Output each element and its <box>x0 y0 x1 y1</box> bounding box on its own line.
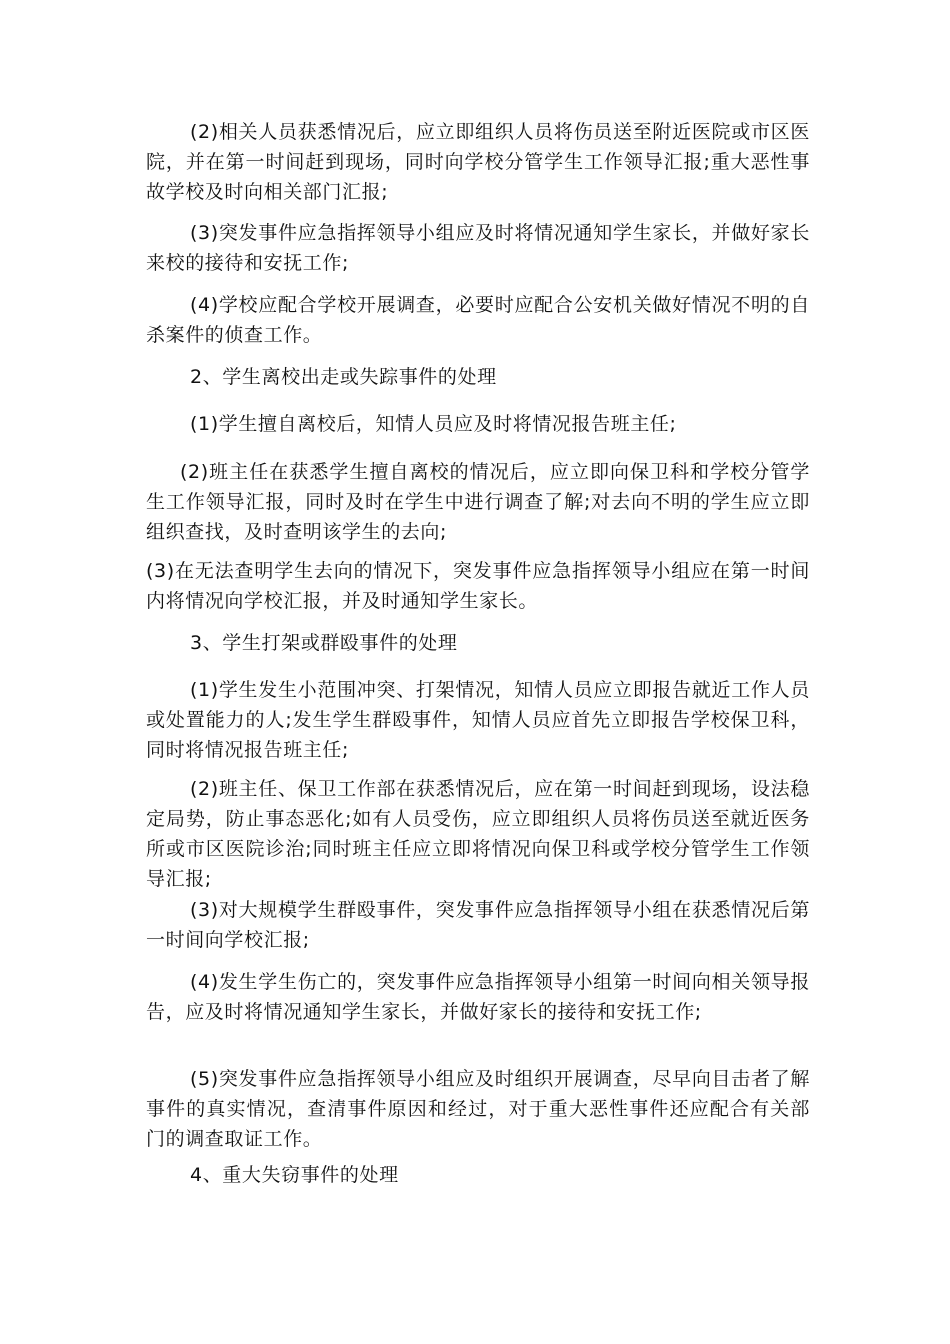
section-heading-3: 3、学生打架或群殴事件的处理 <box>190 632 458 654</box>
section-heading-4: 4、重大失窃事件的处理 <box>190 1164 399 1186</box>
section-heading-2: 2、学生离校出走或失踪事件的处理 <box>190 366 497 388</box>
paragraph-2-2-2: (2)班主任在获悉学生擅自离校的情况后，应立即向保卫科和学校分管学生工作领导汇报，同时及时在学生中进行调查了解;对去向不明的学生应立即组织查找，及时查明该学生的去向; <box>146 461 810 543</box>
paragraph-2-1-4: (4)学校应配合学校开展调查，必要时应配合公安机关做好情况不明的自杀案件的侦查工作。 <box>146 294 810 346</box>
paragraph-2-3-2: (2)班主任、保卫工作部在获悉情况后，应在第一时间赶到现场，设法稳定局势，防止事态恶化;如有人员受伤，应立即组织人员将伤员送至就近医务所或市区医院诊治;同时班主任应立即将情况向保卫科或学校分管学生工作领导汇报; <box>146 778 810 890</box>
paragraph-2-3-5: (5)突发事件应急指挥领导小组应及时组织开展调查，尽早向目击者了解事件的真实情况，查清事件原因和经过，对于重大恶性事件还应配合有关部门的调查取证工作。 <box>146 1068 810 1150</box>
paragraph-2-1-2: (2)相关人员获悉情况后，应立即组织人员将伤员送至附近医院或市区医院，并在第一时间赶到现场，同时向学校分管学生工作领导汇报;重大恶性事故学校及时向相关部门汇报; <box>146 121 810 203</box>
paragraph-2-3-1: (1)学生发生小范围冲突、打架情况，知情人员应立即报告就近工作人员或处置能力的人;发生学生群殴事件，知情人员应首先立即报告学校保卫科，同时将情况报告班主任; <box>146 679 810 761</box>
paragraph-2-3-3: (3)对大规模学生群殴事件，突发事件应急指挥领导小组在获悉情况后第一时间向学校汇报; <box>146 899 810 951</box>
paragraph-2-2-3: (3)在无法查明学生去向的情况下，突发事件应急指挥领导小组应在第一时间内将情况向学校汇报，并及时通知学生家长。 <box>146 560 810 612</box>
paragraph-2-1-3: (3)突发事件应急指挥领导小组应及时将情况通知学生家长，并做好家长来校的接待和安抚工作; <box>146 222 810 274</box>
paragraph-2-3-4: (4)发生学生伤亡的，突发事件应急指挥领导小组第一时间向相关领导报告，应及时将情况通知学生家长，并做好家长的接待和安抚工作; <box>146 971 810 1023</box>
paragraph-2-2-1: (1)学生擅自离校后，知情人员应及时将情况报告班主任; <box>190 413 677 435</box>
